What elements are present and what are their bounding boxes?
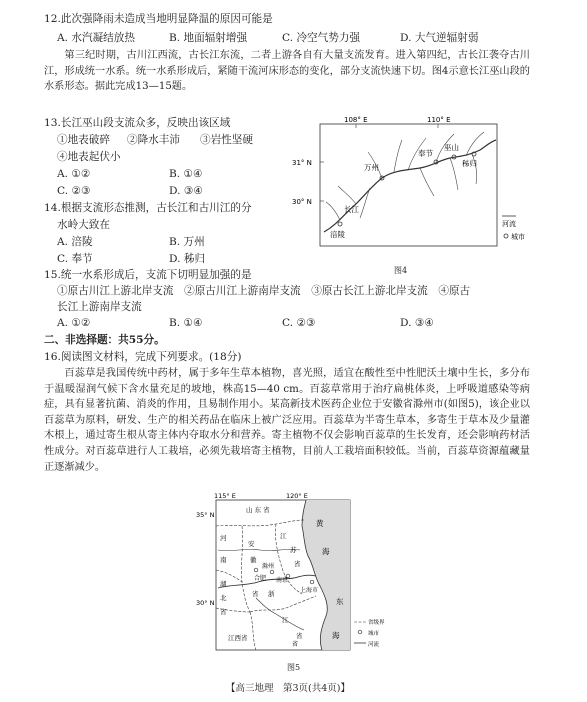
q15-option-d: D. ③④ [400,317,434,329]
q16-paragraph: 百蕊草是我国传统中药材，属于多年生草本植物，喜光照，适宜在酸性至中性肥沃土壤中生长，多分布于温暖湿润气候下含水量充足的坡地，株高15—40 cm。百蕊草常用于治疗扁桃体炎，上呼吸道感染等病症，具有显著抗菌、消炎的作用，且易制作用小。某高新技术医药企业位于安徽省滁州市(如图5)，该企业以百蕊草为原料，研发、生产的相关药品在临床上被广泛应用。百蕊草为半寄生草本，多寄生于草本及少量灌木根上，通过寄生根从寄主体内夺取水分和营养。寄主植物不仅会影响百蕊草的生长发育，还会影响药材活性成分。对百蕊草进行人工栽培，必须先栽培寄主植物，目前人工栽培面积较低。当前，百蕊草资源蕴藏量正逐渐减少。 [44,368,530,473]
q14-stem-line2: 水岭大致在 [57,219,110,231]
fig5-lat1: 35° N [196,511,215,519]
figure-4-map [290,112,530,262]
q13-option-a: A. ①② [57,168,91,180]
fig5-label-anhui-3: 省 [252,590,259,598]
passage-13-15: 第三纪时期，古川江西流，古长江东流，二者上游各自有大量支流发育。进入第四纪，古长江袭夺古川江，形成统一水系。统一水系形成后，紧随干流河床形态的变化，部分支流快速下切。图4示意长江巫山段的水系形态。据此完成13—15题。 [44,50,530,93]
fig5-label-zhejiang-2: 江 [282,616,289,624]
q15-option-c: C. ②③ [282,317,316,329]
q14-stem-line1: 14.根据支流形态推测，古长江和古川江的分 [44,202,252,214]
q13-item-3: ③岩性坚硬 [200,134,253,146]
fig4-lat1: 31° N [292,159,312,167]
q16-stem: 16.阅读图文材料，完成下列要求。(18分) [44,351,242,363]
fig5-label-anhui-1: 安 [248,540,255,548]
fig5-lon2: 120° E [286,492,308,500]
page-footer: 【高三地理 第3页(共4页)】 [226,683,351,694]
fig5-legend-border: 省级界 [368,620,385,626]
q15-stem: 15.统一水系形成后，支流下切明显加强的是 [44,269,252,281]
section-2-heading: 二、非选择题：共55分。 [44,334,165,346]
fig4-legend-city: 城市 [511,233,525,241]
fig5-label-yellowsea-2: 海 [322,547,330,556]
fig4-city-wushan: 巫山 [444,143,459,152]
q12-option-a: A. 水汽凝结放热 [57,32,135,44]
fig5-city-shanghai: 上海市 [300,587,319,594]
q15-option-a: A. ①② [57,317,91,329]
fig5-label-henan-1: 河 [220,534,227,542]
fig5-label-anhui-2: 徽 [250,556,257,564]
fig5-label-hubei-2: 北 [220,594,227,602]
fig5-label-jiangsu-1: 江 [280,532,287,540]
fig5-label-shandong: 山 东 省 [246,506,270,514]
q15-option-b: B. ①④ [169,317,203,329]
fig5-lat2: 30° N [196,599,215,607]
fig4-city-wanzhou: 万州 [364,163,379,172]
q12-option-d: D. 大气逆辐射弱 [400,32,479,44]
q13-option-d: D. ③④ [169,185,203,197]
fig4-city-fengjie: 奉节 [418,149,433,158]
q14-option-b: B. 万州 [169,236,205,248]
fig5-label-eastsea-1: 东 [336,597,344,606]
fig5-label-jiangsu-2: 苏 [290,546,297,554]
q13-stem: 13.长江巫山段支流众多，反映出该区域 [44,117,231,129]
fig4-lat2: 30° N [292,198,312,206]
fig5-lon1: 115° E [214,492,236,500]
fig4-lon1: 108° E [344,116,368,124]
fig4-lon2: 110° E [427,116,451,124]
fig5-city-hefei: 合肥 [254,575,267,582]
fig5-label-jiangxi: 江西省 [228,634,248,642]
q13-option-c: C. ②③ [57,185,91,197]
fig5-city-chuzhou: 滁州 [262,563,275,570]
fig5-label-zhejiang-1: 浙 [268,590,275,598]
fig4-river-label: 长江 [344,205,359,214]
fig5-label-zhejiang-3: 省 [296,632,303,640]
q15-line2: 长江上游南岸支流 [57,301,142,313]
q12-option-c: C. 冷空气势力强 [282,32,361,44]
fig5-label-sheng: 省 [292,641,299,648]
fig5-label-hubei-3: 省 [220,608,227,616]
q13-item-1: ①地表破碎 [57,134,110,146]
fig4-legend-river: 河流 [502,220,516,228]
fig5-label-eastsea-2: 海 [332,631,340,640]
figure-4-caption: 图4 [394,266,408,275]
q14-option-a: A. 涪陵 [57,236,93,248]
fig5-label-hubei-1: 湖 [220,580,227,588]
q12-stem: 12.此次强降雨未造成当地明显降温的原因可能是 [44,13,273,25]
fig5-label-yellowsea-1: 黄 [316,519,324,528]
fig4-city-zigui: 秭归 [462,159,477,168]
q13-item-2: ②降水丰沛 [127,134,180,146]
figure-5-map [196,490,386,662]
fig5-legend-city: 城市 [368,631,380,637]
q14-option-d: D. 秭归 [169,253,206,265]
q14-option-c: C. 奉节 [57,253,93,265]
fig5-city-nanjing: 南京 [276,577,289,584]
q13-option-b: B. ①④ [169,168,203,180]
q12-option-b: B. 地面辐射增强 [169,32,248,44]
fig5-label-jiangsu-3: 省 [294,560,301,568]
q13-item-4: ④地表起伏小 [57,151,121,163]
fig5-legend-river: 河流 [368,642,380,648]
figure-5-caption: 图5 [287,663,301,672]
fig4-city-fuling: 涪陵 [330,230,345,239]
q15-line1: ①原古川江上游北岸支流 ②原古川江上游南岸支流 ③原古长江上游北岸支流 ④原古 [57,285,471,297]
fig5-label-henan-2: 南 [220,556,227,564]
